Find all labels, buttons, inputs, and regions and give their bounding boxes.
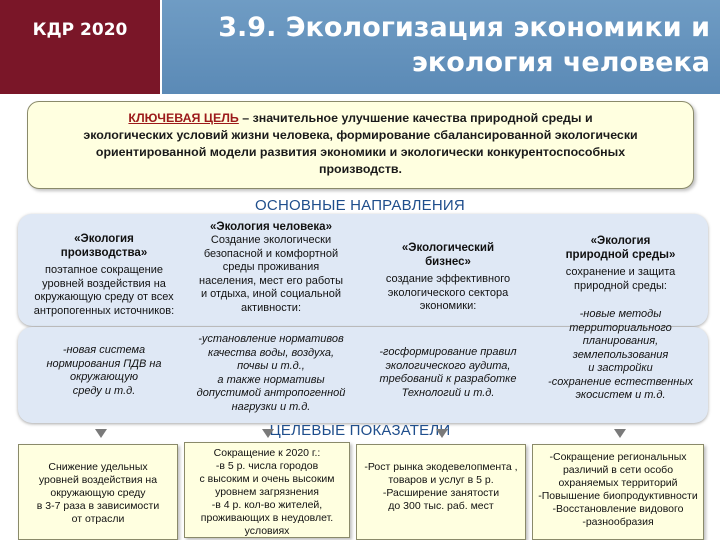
indicator-line: различий в сети особо xyxy=(562,464,674,476)
measure-line: -установление нормативов xyxy=(198,333,344,345)
indicator-line: с высоким и очень высоким xyxy=(199,473,335,485)
indicator-box-production xyxy=(18,444,178,540)
indicator-line: -в 5 р. числа городов xyxy=(215,460,319,472)
direction-title-line: «Экология xyxy=(590,235,651,247)
key-goal-box xyxy=(27,101,694,189)
indicator-line: условиях xyxy=(244,525,290,537)
desc-line: сохранение и защита xyxy=(565,266,676,278)
direction-title xyxy=(538,234,703,262)
key-goal-text xyxy=(36,110,685,178)
indicator-line: Сокращение к 2020 г.: xyxy=(213,447,321,459)
direction-business xyxy=(368,241,528,314)
measure-line: -новая система xyxy=(62,344,146,356)
desc-line: населения, мест его работы xyxy=(199,274,343,287)
indicator-line: уровней воздействия на xyxy=(38,474,158,486)
desc-line: природной среды: xyxy=(574,279,667,292)
direction-title-line: «Экология xyxy=(74,233,134,245)
badge-panel xyxy=(0,0,160,94)
measure-line: и застройки xyxy=(588,362,653,374)
direction-business-measures xyxy=(368,346,528,400)
desc-line: экономики: xyxy=(419,300,477,312)
title-banner xyxy=(162,0,720,94)
direction-production xyxy=(24,232,184,318)
directions-heading: ОСНОВНЫЕ НАПРАВЛЕНИЯ xyxy=(255,197,465,214)
desc-line: антропогенных источников: xyxy=(33,304,175,317)
down-arrow-icon xyxy=(95,429,107,438)
measure-line: Технологий и т.д. xyxy=(401,386,495,399)
direction-description xyxy=(538,266,703,293)
direction-title xyxy=(368,241,528,269)
desc-line: экологического сектора xyxy=(387,286,509,299)
indicator-line: Снижение удельных xyxy=(48,461,148,473)
desc-line: уровней воздействия на xyxy=(42,277,166,290)
direction-production-measures xyxy=(24,344,184,398)
indicator-line: проживающих в неудовлет. xyxy=(200,512,334,524)
measure-line: экологического аудита, xyxy=(385,359,511,372)
indicator-line: до 300 тыс. раб. мест xyxy=(388,500,494,512)
measure-line: -сохранение естественных xyxy=(548,375,693,388)
indicator-line: окружающую среду xyxy=(50,487,146,499)
direction-nature xyxy=(538,234,703,293)
indicator-line: -Повышение биопродуктивности xyxy=(538,490,698,502)
desc-line: безопасной и комфортной xyxy=(203,247,339,260)
direction-human xyxy=(186,220,356,315)
indicator-box-business xyxy=(356,444,526,540)
title-line-2: экология человека xyxy=(411,47,710,78)
key-goal-line-3: ориентированной модели развития экономики и экологически конкурентоспособных xyxy=(95,145,626,159)
desc-line: и отдыха, иной социальной xyxy=(200,288,341,300)
indicator-line: -разнообразия xyxy=(582,516,654,528)
direction-title-line: природной среды» xyxy=(565,249,676,261)
indicator-line: -Рост рынка экодевелопмента , xyxy=(364,461,518,473)
key-goal-label: КЛЮЧЕВАЯ ЦЕЛЬ xyxy=(128,111,239,125)
direction-title: «Экология человека» xyxy=(210,221,332,233)
direction-human-measures xyxy=(186,333,356,414)
direction-description xyxy=(24,264,184,318)
measure-line: -госформирование правил xyxy=(379,346,517,358)
measure-line: планирования, xyxy=(582,335,659,347)
direction-description xyxy=(186,234,356,315)
desc-line: активности: xyxy=(240,301,301,314)
desc-line: поэтапное сокращение xyxy=(45,264,163,276)
down-arrow-icon xyxy=(614,429,626,438)
measure-line: качества воды, воздуха, xyxy=(208,346,334,359)
title-line-1: 3.9. Экологизация экономики и xyxy=(218,12,710,43)
key-goal-line-2: экологических условий жизни человека, формирование сбалансированной экологически xyxy=(83,128,638,142)
desc-line: среды проживания xyxy=(222,261,320,273)
measure-line: требований к разработке xyxy=(379,373,517,385)
indicator-line: -Расширение занятости xyxy=(382,487,500,499)
indicator-line: от отрасли xyxy=(71,513,125,525)
indicator-line: в 3-7 раза в зависимости xyxy=(36,500,160,512)
direction-description xyxy=(368,273,528,314)
desc-line: Создание экологически xyxy=(210,234,332,246)
desc-line: окружающую среду от всех xyxy=(34,291,174,303)
measure-line: землепользования xyxy=(572,348,669,361)
key-goal-line-4: производств. xyxy=(319,162,402,176)
direction-title xyxy=(24,232,184,260)
measure-line: нагрузки и т.д. xyxy=(231,400,311,413)
measure-line: почвы и т.д., xyxy=(237,360,305,372)
badge-label: КДР 2020 xyxy=(32,20,128,40)
measure-line: а также нормативы xyxy=(217,373,325,386)
measure-line: допустимой антропогенной xyxy=(196,387,346,399)
measure-line: среду и т.д. xyxy=(72,384,136,397)
indicator-line: -Сокращение региональных xyxy=(549,451,687,463)
down-arrow-icon xyxy=(436,429,448,438)
measure-line: -новые методы xyxy=(579,308,662,320)
down-arrow-icon xyxy=(262,429,274,438)
indicator-line: -в 4 р. кол-во жителей, xyxy=(211,499,323,511)
indicators-heading: ЦЕЛЕВЫЕ ПОКАЗАТЕЛИ xyxy=(269,422,451,439)
page-title xyxy=(190,10,710,80)
indicator-line: товаров и услуг в 5 р. xyxy=(388,474,494,486)
measure-line: территориального xyxy=(569,321,672,334)
direction-nature-measures xyxy=(538,308,703,403)
key-goal-line-1: – значительное улучшение качества природной среды и xyxy=(238,111,593,125)
indicator-line: -Восстановление видового xyxy=(552,503,684,515)
indicator-line: охраняемых территорий xyxy=(558,477,678,489)
indicator-box-human xyxy=(184,442,350,538)
direction-title-line: бизнес» xyxy=(425,256,471,268)
direction-title-line: «Экологический xyxy=(401,242,495,254)
desc-line: создание эффективного xyxy=(385,273,511,285)
measure-line: окружающую xyxy=(69,371,139,383)
indicator-box-nature xyxy=(532,444,704,540)
indicator-line: уровнем загрязнения xyxy=(215,486,319,498)
measure-line: экосистем и т.д. xyxy=(575,389,666,401)
measure-line: нормирования ПДВ на xyxy=(46,357,162,370)
direction-title-line: производства» xyxy=(60,247,148,259)
